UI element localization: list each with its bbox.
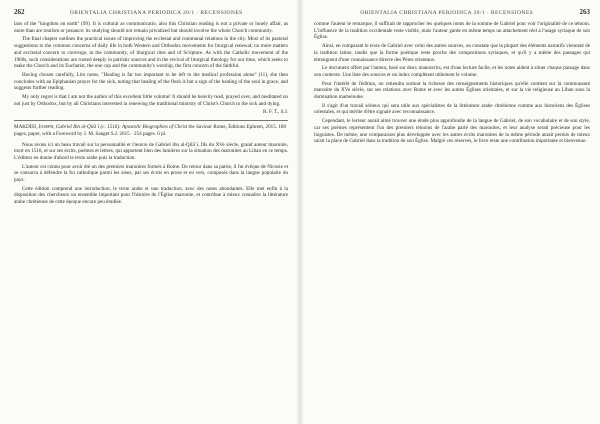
- right-running-title: ORIENTALIA CHRISTIANA PERIODICA 20/1 · RECENSIONES: [360, 10, 534, 16]
- right-paragraph: Pour l'intérêt de l'édition, on retiendra surtout la richesse des renseignements historiques qu'elle contient sur la communauté maronite du XVe siècle, sur ses relations avec Rome et avec les autres Églises orientales, et sur la vie religieuse au Liban sous la domination mamelouke.: [314, 80, 590, 101]
- section-divider: [14, 120, 288, 121]
- right-running-head: [314, 8, 590, 16]
- reviewer-signature: R. F. T., S.J.: [263, 109, 288, 116]
- left-running-title: ORIENTALIA CHRISTIANA PERIODICA 20/1 · RECENSIONES: [69, 10, 243, 16]
- review-title: Gabriel Ibn al-Qilāʿī (c. 1516): Apostolic Biographies of Christ the Saviour: [55, 124, 213, 131]
- review-paragraph: L'auteur est connu pour avoir été un des premiers maronites formés à Rome. De retour dans sa patrie, il fut évêque de Nicosie et se consacra à défendre la foi catholique parmi les siens, par ses écrits en prose et en vers, composés dans la langue populaire du pays.: [14, 163, 288, 184]
- left-paragraph: Having chosen carefully, Lim notes, "Healing is far too important to be left to the medical profession alone" (11), she then concludes with an Epiphanian prayer for the sick, noting that healing of the flesh is but a sign of the healing of the soul in grace, and suggests further reading.: [14, 71, 288, 92]
- left-paragraph: My only regret is that I am not the author of this excellent little volume! It should be heavily read, prayed over, and meditated on not just by Orthodox, but by all Christians interested in renewing the traditional ministry of Christ's Church to the sick and dying.: [14, 94, 288, 107]
- right-paragraph: Ainsi, en comparant le texte de Gabriel avec celui des autres sources, on constate que la plupart des éléments narratifs viennent de la tradition latine, tandis que la forme poétique reste proche des compositions syriaques, et qu'il y a même des passages qui témoignent d'une connaissance directe des Pères orientaux.: [314, 43, 590, 63]
- right-paragraph: comme l'auteur le remarque, il suffirait de rapprocher les quelques noms de la somme de Gabriel pour voir l'originalité de ce témoin. L'influence de la tradition occidentale reste visible, mais l'auteur garde en même temps un attachement réel à l'usage syriaque de son Église.: [314, 21, 590, 41]
- left-page-number: 262: [14, 8, 25, 16]
- left-running-head: [14, 8, 288, 16]
- review-paragraph: Cette édition comprend une introduction, le texte arabe et une traduction, avec des notes abondantes. Elle met enfin à la disposition des chercheurs un ensemble important pour l'histoire de l'Église maronite, et contribue à mieux connaître la littérature arabe chrétienne de cette époque encore peu étudiée.: [14, 185, 288, 206]
- review-header: [14, 124, 288, 137]
- left-paragraph: The final chapter outlines the practical issues of improving the ecclesial and communal relations in the city. Most of its pastoral suggestions to the common concerns of daily life in both Western and Orthodox movements for liturgical renewal; no more matters and ecclesial concern to converge, in the community, of liturgical rites and of Scripture. As with the Catholic movement of the 1960s, such considerations are rooted deeply in patristic sources and in the revival of liturgical theology for our time, which seeks to make the Church and its Eucharist, the one cup and the community's worship, the first concern of the faithful.: [14, 36, 288, 70]
- right-paragraph: Le document offert par l'auteur, basé sur deux manuscrits, est d'une lecture facile, et les notes aident à situer chaque passage dans son contexte. Une liste des sources et un index complètent utilement le volume.: [314, 65, 590, 78]
- right-paragraph: Il s'agit d'un travail sérieux qui sera utile aux spécialistes de la littérature arabe chrétienne comme aux historiens des Églises orientales, et qui mérite d'être signalé avec reconnaissance.: [314, 102, 590, 116]
- left-paragraph: laos of the "kingdom on earth" (99). It is cultural as communicatio, also this Christian reading is not a private or lonely affair, as more than are tourism or penance: its studying should not remain privatized but should involve the whole Church community.: [14, 21, 288, 34]
- review-publication: Rome, Éditions Ephrem, 2015. 180 pages, paper, with a Foreword by J. M. Sauget S.J. 2015 · 254 pages. 6 pl.: [14, 124, 287, 137]
- right-page: [300, 0, 600, 424]
- right-paragraph: Cependant, le lecteur aurait aimé trouver une étude plus approfondie de la langue de Gabriel, de son vocabulaire et de son style, car ses poèmes représentent l'un des premiers témoins de l'arabe parlé des maronites, et leur analyse serait précieuse pour les linguistes. De même, une comparaison plus développée avec les autres écrits maronites de la même période aurait permis de mieux saisir la place de Gabriel dans la tradition de son Église. Malgré ces réserves, le livre reste une contribution importante et bienvenue.: [314, 118, 590, 145]
- review-author: MAKDISI, Joseph,: [14, 124, 55, 131]
- right-page-number: 263: [579, 8, 590, 16]
- review-paragraph: Nous avons ici un beau travail sur la personnalité et l'œuvre de Gabriel ibn al-Qilāʿī, fils du XVe siècle, grand auteur maronite, mort en 1516, et sur ses écrits, poèmes et lettres, qui apportent bien des lumières sur la situation des maronites au Liban en ce temps. L'éditeur en donne d'abord le texte arabe puis la traduction.: [14, 141, 288, 161]
